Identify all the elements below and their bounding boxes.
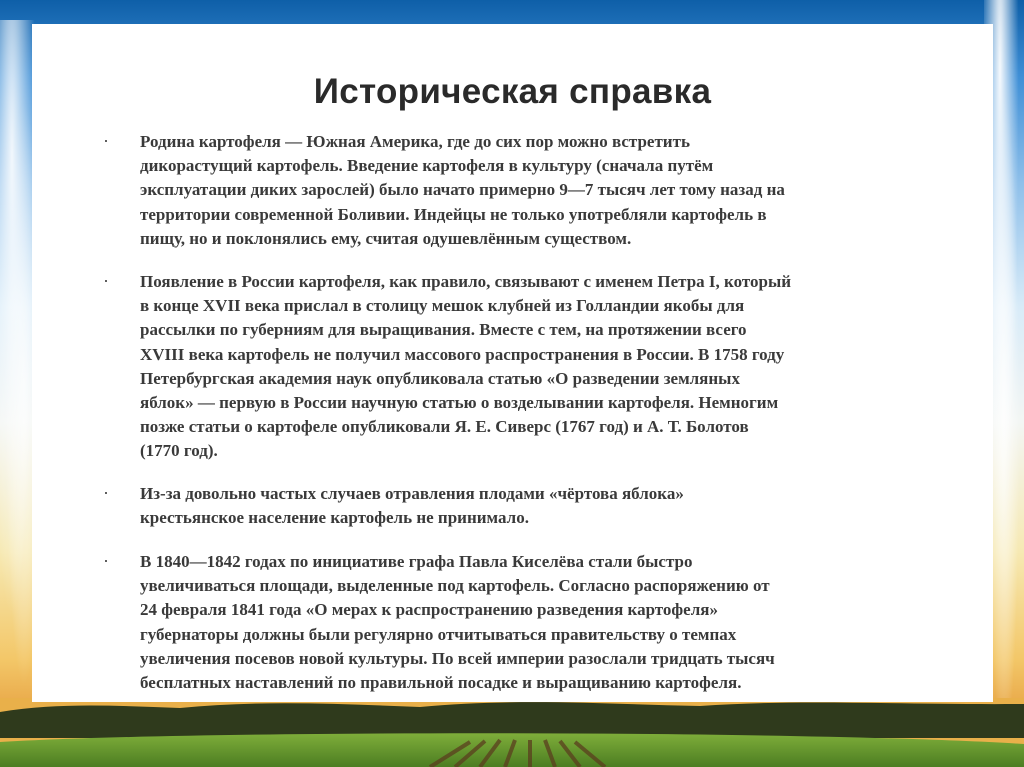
text-line: (1770 год). [140, 441, 218, 461]
text-line: Родина картофеля — Южная Америка, где до сих пор можно встретить [140, 132, 690, 151]
text-line: увеличиваться площади, выделенные под картофель. Согласно распоряжению от [140, 576, 770, 596]
text-line: бесплатных наставлений по правильной посадке и выращиванию картофеля. [140, 673, 742, 693]
text-line: крестьянское население картофель не принимало. [140, 508, 529, 528]
bullet-paragraph [140, 550, 915, 695]
text-line: XVIII века картофель не получил массового распространения в России. В 1758 году [140, 344, 785, 364]
text-line: Появление в России картофеля, как правило, связывают с именем Петра I, который [140, 272, 792, 291]
text-line: Петербургская академия наук опубликовала статью «О разведении земляных [140, 368, 740, 388]
text-line: в конце XVII века прислал в столицу мешок клубней из Голландии якобы для [140, 296, 745, 316]
bullet-paragraph [140, 130, 915, 251]
bullet-marker: · [103, 270, 109, 290]
bullet-paragraph [140, 482, 915, 530]
text-line: пищу, но и поклонялись ему, считая одушевлённым существом. [140, 228, 632, 248]
text-line: 24 февраля 1841 года «О мерах к распространению разведения картофеля» [140, 600, 718, 620]
text-line: позже статьи о картофеле опубликовали Я. Е. Сиверс (1767 год) и А. Т. Болотов [140, 417, 749, 437]
text-line: территории современной Боливии. Индейцы не только употребляли картофель в [140, 204, 767, 224]
slide-title: Историческая справка [313, 72, 712, 111]
bullet-marker: · [103, 482, 109, 502]
text-line: эксплуатации диких зарослей) было начато примерно 9—7 тысяч лет тому назад на [140, 180, 785, 200]
text-line: увеличения посевов новой культуры. По всей империи разослали тридцать тысяч [140, 648, 775, 668]
text-line: яблок» — первую в России научную статью о возделывании картофеля. Немногим [140, 393, 779, 413]
text-line: В 1840—1842 годах по инициативе графа Павла Киселёва стали быстро [140, 552, 693, 571]
text-line: рассылки по губерниям для выращивания. Вместе с тем, на протяжении всего [140, 320, 747, 340]
text-line: дикорастущий картофель. Введение картофеля в культуру (сначала путём [140, 156, 714, 176]
bullet-paragraph [140, 270, 915, 464]
text-line: губернаторы должны были регулярно отчитываться правительству о темпах [140, 624, 737, 644]
text-line: Из-за довольно частых случаев отравления плодами «чёртова яблока» [140, 484, 684, 503]
bullet-marker: · [103, 130, 109, 150]
content-card [32, 24, 993, 702]
bullet-marker: · [103, 550, 109, 570]
field-landscape [0, 698, 1024, 767]
